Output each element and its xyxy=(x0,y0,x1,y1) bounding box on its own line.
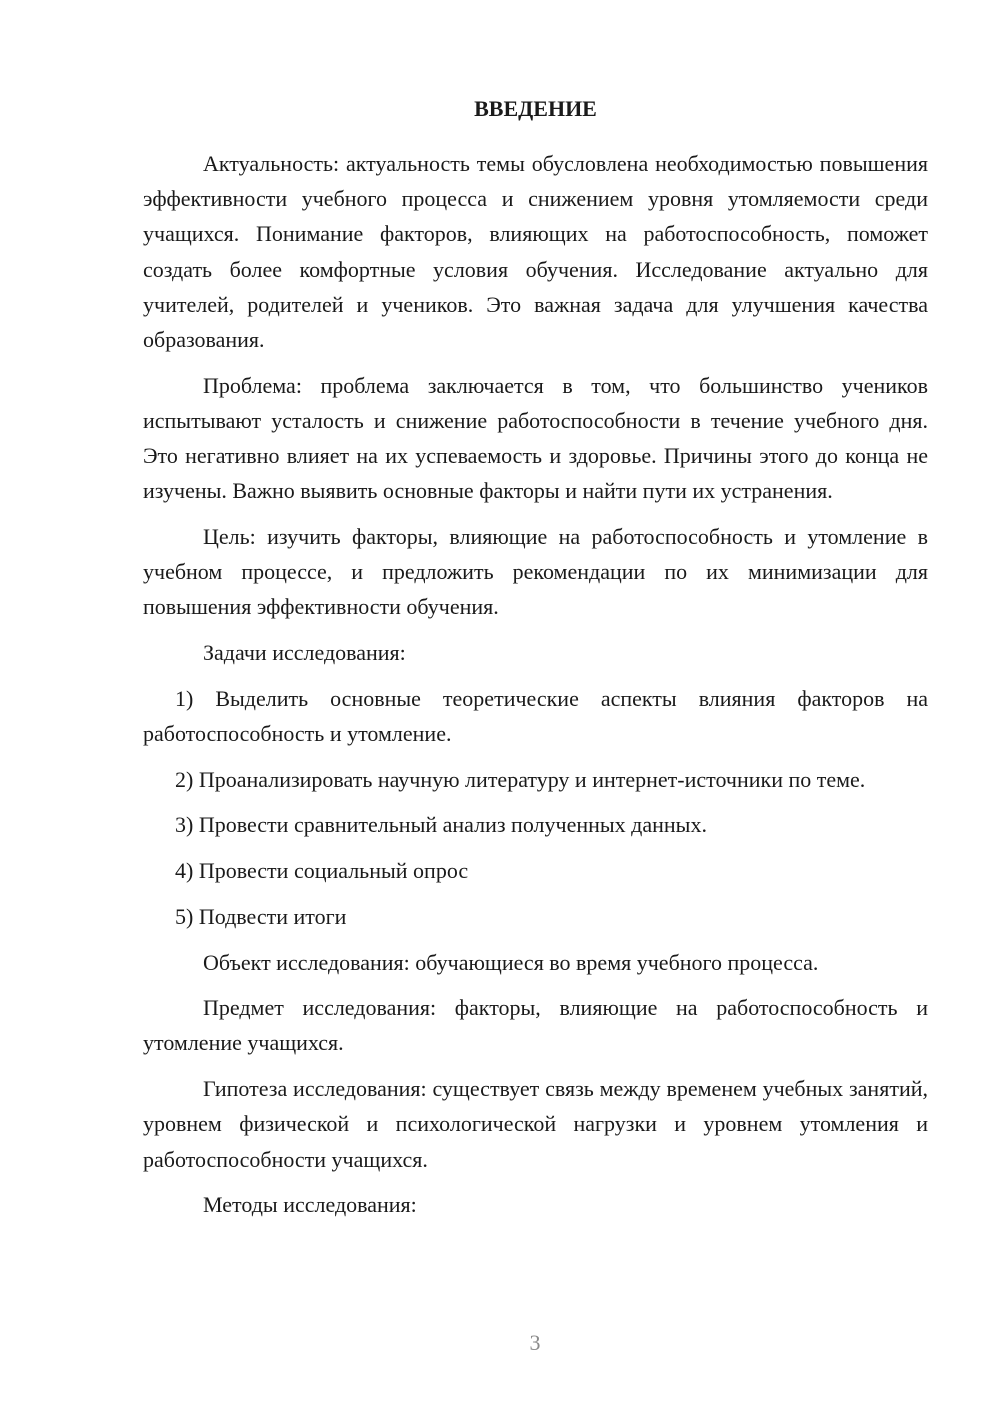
task-item-1: 1) Выделить основные теоретические аспекты влияния факторов на работоспособность и утомление. xyxy=(143,685,928,747)
task-item-2: 2) Проанализировать научную литературу и интернет-источники по теме. xyxy=(175,766,866,792)
problem-paragraph: Проблема: проблема заключается в том, что большинство учеников испытывают усталость и снижение работоспособности в течение учебного дня. Это негативно влияет на их успеваемость и здоровье. Причины этого до конца не изучены. Важно выявить основные факторы и найти пути их устранения. xyxy=(143,372,928,504)
document-page xyxy=(143,92,928,1233)
relevance-paragraph: Актуальность: актуальность темы обусловлена необходимостью повышения эффективности учебного процесса и снижением уровня утомляемости среди учащихся. Понимание факторов, влияющих на работоспособность, поможет создать более комфортные условия обучения. Исследование актуально для учителей, родителей и учеников. Это важная задача для улучшения качества образования. xyxy=(143,151,928,353)
subject-paragraph: Предмет исследования: факторы, влияющие на работоспособность и утомление учащихся. xyxy=(143,995,928,1056)
task-item-3: 3) Провести сравнительный анализ полученных данных. xyxy=(175,812,707,838)
goal-paragraph: Цель: изучить факторы, влияющие на работоспособность и утомление в учебном процессе, и предложить рекомендации по их минимизации для повышения эффективности обучения. xyxy=(143,524,928,620)
object-paragraph: Объект исследования: обучающиеся во время учебного процесса. xyxy=(203,949,819,975)
tasks-heading: Задачи исследования: xyxy=(203,640,406,666)
hypothesis-paragraph: Гипотеза исследования: существует связь между временем учебных занятий, уровнем физической и психологической нагрузки и уровнем утомления и работоспособности учащихся. xyxy=(143,1076,928,1172)
task-item-5: 5) Подвести итоги xyxy=(175,903,347,929)
page-number: 3 xyxy=(529,1330,541,1355)
methods-heading: Методы исследования: xyxy=(203,1192,417,1218)
section-title: ВВЕДЕНИЕ xyxy=(474,96,597,121)
task-item-4: 4) Провести социальный опрос xyxy=(175,858,469,884)
